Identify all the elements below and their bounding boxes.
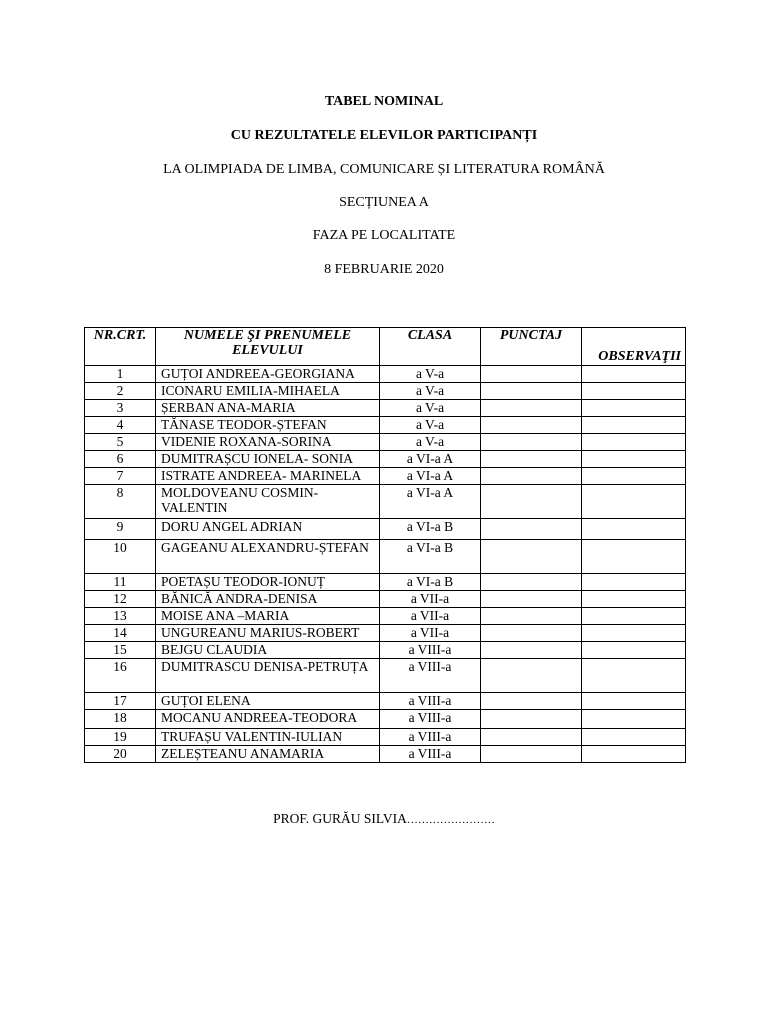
row-number-cell: 8 [85, 485, 156, 519]
row-number-cell: 5 [85, 434, 156, 451]
signature-line [0, 811, 768, 827]
score-cell [481, 608, 582, 625]
row-number-cell: 6 [85, 451, 156, 468]
row-number-cell: 12 [85, 591, 156, 608]
score-cell [481, 693, 582, 710]
observations-cell [582, 608, 686, 625]
observations-cell [582, 519, 686, 540]
observations-cell [582, 400, 686, 417]
table-row [85, 746, 686, 763]
row-number-cell: 20 [85, 746, 156, 763]
row-number-cell: 16 [85, 659, 156, 693]
observations-cell [582, 693, 686, 710]
class-cell: a VI-a B [380, 540, 481, 574]
score-cell [481, 540, 582, 574]
class-cell: a VIII-a [380, 659, 481, 693]
class-cell: a VII-a [380, 608, 481, 625]
score-cell [481, 383, 582, 400]
student-name-cell: MOLDOVEANU COSMIN-VALENTIN [156, 485, 380, 519]
table-row [85, 659, 686, 693]
class-cell: a VIII-a [380, 729, 481, 746]
score-cell [481, 729, 582, 746]
row-number-cell: 4 [85, 417, 156, 434]
class-cell: a VI-a A [380, 485, 481, 519]
signature-dots: …………………… [406, 814, 495, 826]
score-cell [481, 710, 582, 729]
row-number-cell: 19 [85, 729, 156, 746]
class-cell: a VII-a [380, 625, 481, 642]
row-number-cell: 11 [85, 574, 156, 591]
student-name-cell: ICONARU EMILIA-MIHAELA [156, 383, 380, 400]
table-row [85, 400, 686, 417]
score-cell [481, 417, 582, 434]
column-header-score: PUNCTAJ [481, 328, 582, 366]
score-cell [481, 366, 582, 383]
row-number-cell: 2 [85, 383, 156, 400]
class-cell: a V-a [380, 383, 481, 400]
column-header-nr: NR.CRT. [85, 328, 156, 366]
observations-cell [582, 746, 686, 763]
student-name-cell: GAGEANU ALEXANDRU-ȘTEFAN [156, 540, 380, 574]
student-name-cell: UNGUREANU MARIUS-ROBERT [156, 625, 380, 642]
observations-cell [582, 383, 686, 400]
observations-cell [582, 434, 686, 451]
observations-cell [582, 710, 686, 729]
score-cell [481, 746, 582, 763]
student-name-cell: ZELEȘTEANU ANAMARIA [156, 746, 380, 763]
student-name-cell: ȘERBAN ANA-MARIA [156, 400, 380, 417]
observations-cell [582, 366, 686, 383]
document-title: TABEL NOMINAL [324, 94, 444, 109]
student-name-cell: TĂNASE TEODOR-ȘTEFAN [156, 417, 380, 434]
table-row [85, 468, 686, 485]
table-row [85, 451, 686, 468]
row-number-cell: 13 [85, 608, 156, 625]
table-row [85, 540, 686, 574]
observations-cell [582, 625, 686, 642]
score-cell [481, 625, 582, 642]
score-cell [481, 642, 582, 659]
observations-cell [582, 417, 686, 434]
observations-cell [582, 729, 686, 746]
column-header-observations: OBSERVAŢII [582, 328, 686, 366]
score-cell [481, 451, 582, 468]
class-cell: a V-a [380, 366, 481, 383]
table-row [85, 383, 686, 400]
class-cell: a VI-a B [380, 574, 481, 591]
row-number-cell: 17 [85, 693, 156, 710]
student-name-cell: POETAȘU TEODOR-IONUȚ [156, 574, 380, 591]
row-number-cell: 18 [85, 710, 156, 729]
table-header-row [85, 328, 686, 366]
student-name-cell: ISTRATE ANDREEA- MARINELA [156, 468, 380, 485]
class-cell: a VIII-a [380, 693, 481, 710]
score-cell [481, 659, 582, 693]
student-name-cell: GUȚOI ELENA [156, 693, 380, 710]
table-row [85, 574, 686, 591]
score-cell [481, 434, 582, 451]
table-row [85, 417, 686, 434]
document-subtitle: CU REZULTATELE ELEVILOR PARTICIPANȚI [230, 128, 538, 143]
table-body [85, 366, 686, 763]
observations-cell [582, 574, 686, 591]
student-name-cell: DORU ANGEL ADRIAN [156, 519, 380, 540]
row-number-cell: 1 [85, 366, 156, 383]
phase-label: FAZA PE LOCALITATE [312, 228, 456, 243]
score-cell [481, 485, 582, 519]
observations-cell [582, 540, 686, 574]
class-cell: a VI-a A [380, 468, 481, 485]
row-number-cell: 14 [85, 625, 156, 642]
student-name-cell: MOISE ANA –MARIA [156, 608, 380, 625]
row-number-cell: 10 [85, 540, 156, 574]
table-row [85, 642, 686, 659]
class-cell: a VII-a [380, 591, 481, 608]
student-name-cell: DUMITRASCU DENISA-PETRUȚA [156, 659, 380, 693]
class-cell: a VI-a A [380, 451, 481, 468]
observations-cell [582, 485, 686, 519]
class-cell: a VIII-a [380, 642, 481, 659]
score-cell [481, 468, 582, 485]
class-cell: a VIII-a [380, 746, 481, 763]
table-row [85, 693, 686, 710]
table-row [85, 366, 686, 383]
score-cell [481, 574, 582, 591]
student-name-cell: DUMITRAȘCU IONELA- SONIA [156, 451, 380, 468]
student-name-cell: BEJGU CLAUDIA [156, 642, 380, 659]
table-row [85, 729, 686, 746]
observations-cell [582, 451, 686, 468]
table-row [85, 434, 686, 451]
observations-cell [582, 659, 686, 693]
column-header-class: CLASA [380, 328, 481, 366]
table-row [85, 485, 686, 519]
olympiad-name: LA OLIMPIADA DE LIMBA, COMUNICARE ȘI LITERATURA ROMÂNĂ [163, 162, 605, 177]
class-cell: a VIII-a [380, 710, 481, 729]
class-cell: a V-a [380, 417, 481, 434]
row-number-cell: 9 [85, 519, 156, 540]
table-row [85, 519, 686, 540]
student-name-cell: TRUFAȘU VALENTIN-IULIAN [156, 729, 380, 746]
score-cell [481, 400, 582, 417]
table-row [85, 710, 686, 729]
score-cell [481, 591, 582, 608]
observations-cell [582, 468, 686, 485]
row-number-cell: 3 [85, 400, 156, 417]
table-row [85, 608, 686, 625]
results-table [84, 327, 686, 763]
student-name-cell: GUȚOI ANDREEA-GEORGIANA [156, 366, 380, 383]
table-row [85, 625, 686, 642]
class-cell: a VI-a B [380, 519, 481, 540]
date-label: 8 FEBRUARIE 2020 [324, 262, 444, 277]
student-name-cell: MOCANU ANDREEA-TEODORA [156, 710, 380, 729]
class-cell: a V-a [380, 400, 481, 417]
class-cell: a V-a [380, 434, 481, 451]
student-name-cell: BĂNICĂ ANDRA-DENISA [156, 591, 380, 608]
score-cell [481, 519, 582, 540]
section-label: SECȚIUNEA A [339, 195, 429, 210]
table-row [85, 591, 686, 608]
signature-name: PROF. GURĂU SILVIA [273, 811, 407, 826]
row-number-cell: 15 [85, 642, 156, 659]
observations-cell [582, 591, 686, 608]
column-header-name: NUMELE ŞI PRENUMELE ELEVULUI [156, 328, 380, 366]
student-name-cell: VIDENIE ROXANA-SORINA [156, 434, 380, 451]
observations-cell [582, 642, 686, 659]
row-number-cell: 7 [85, 468, 156, 485]
